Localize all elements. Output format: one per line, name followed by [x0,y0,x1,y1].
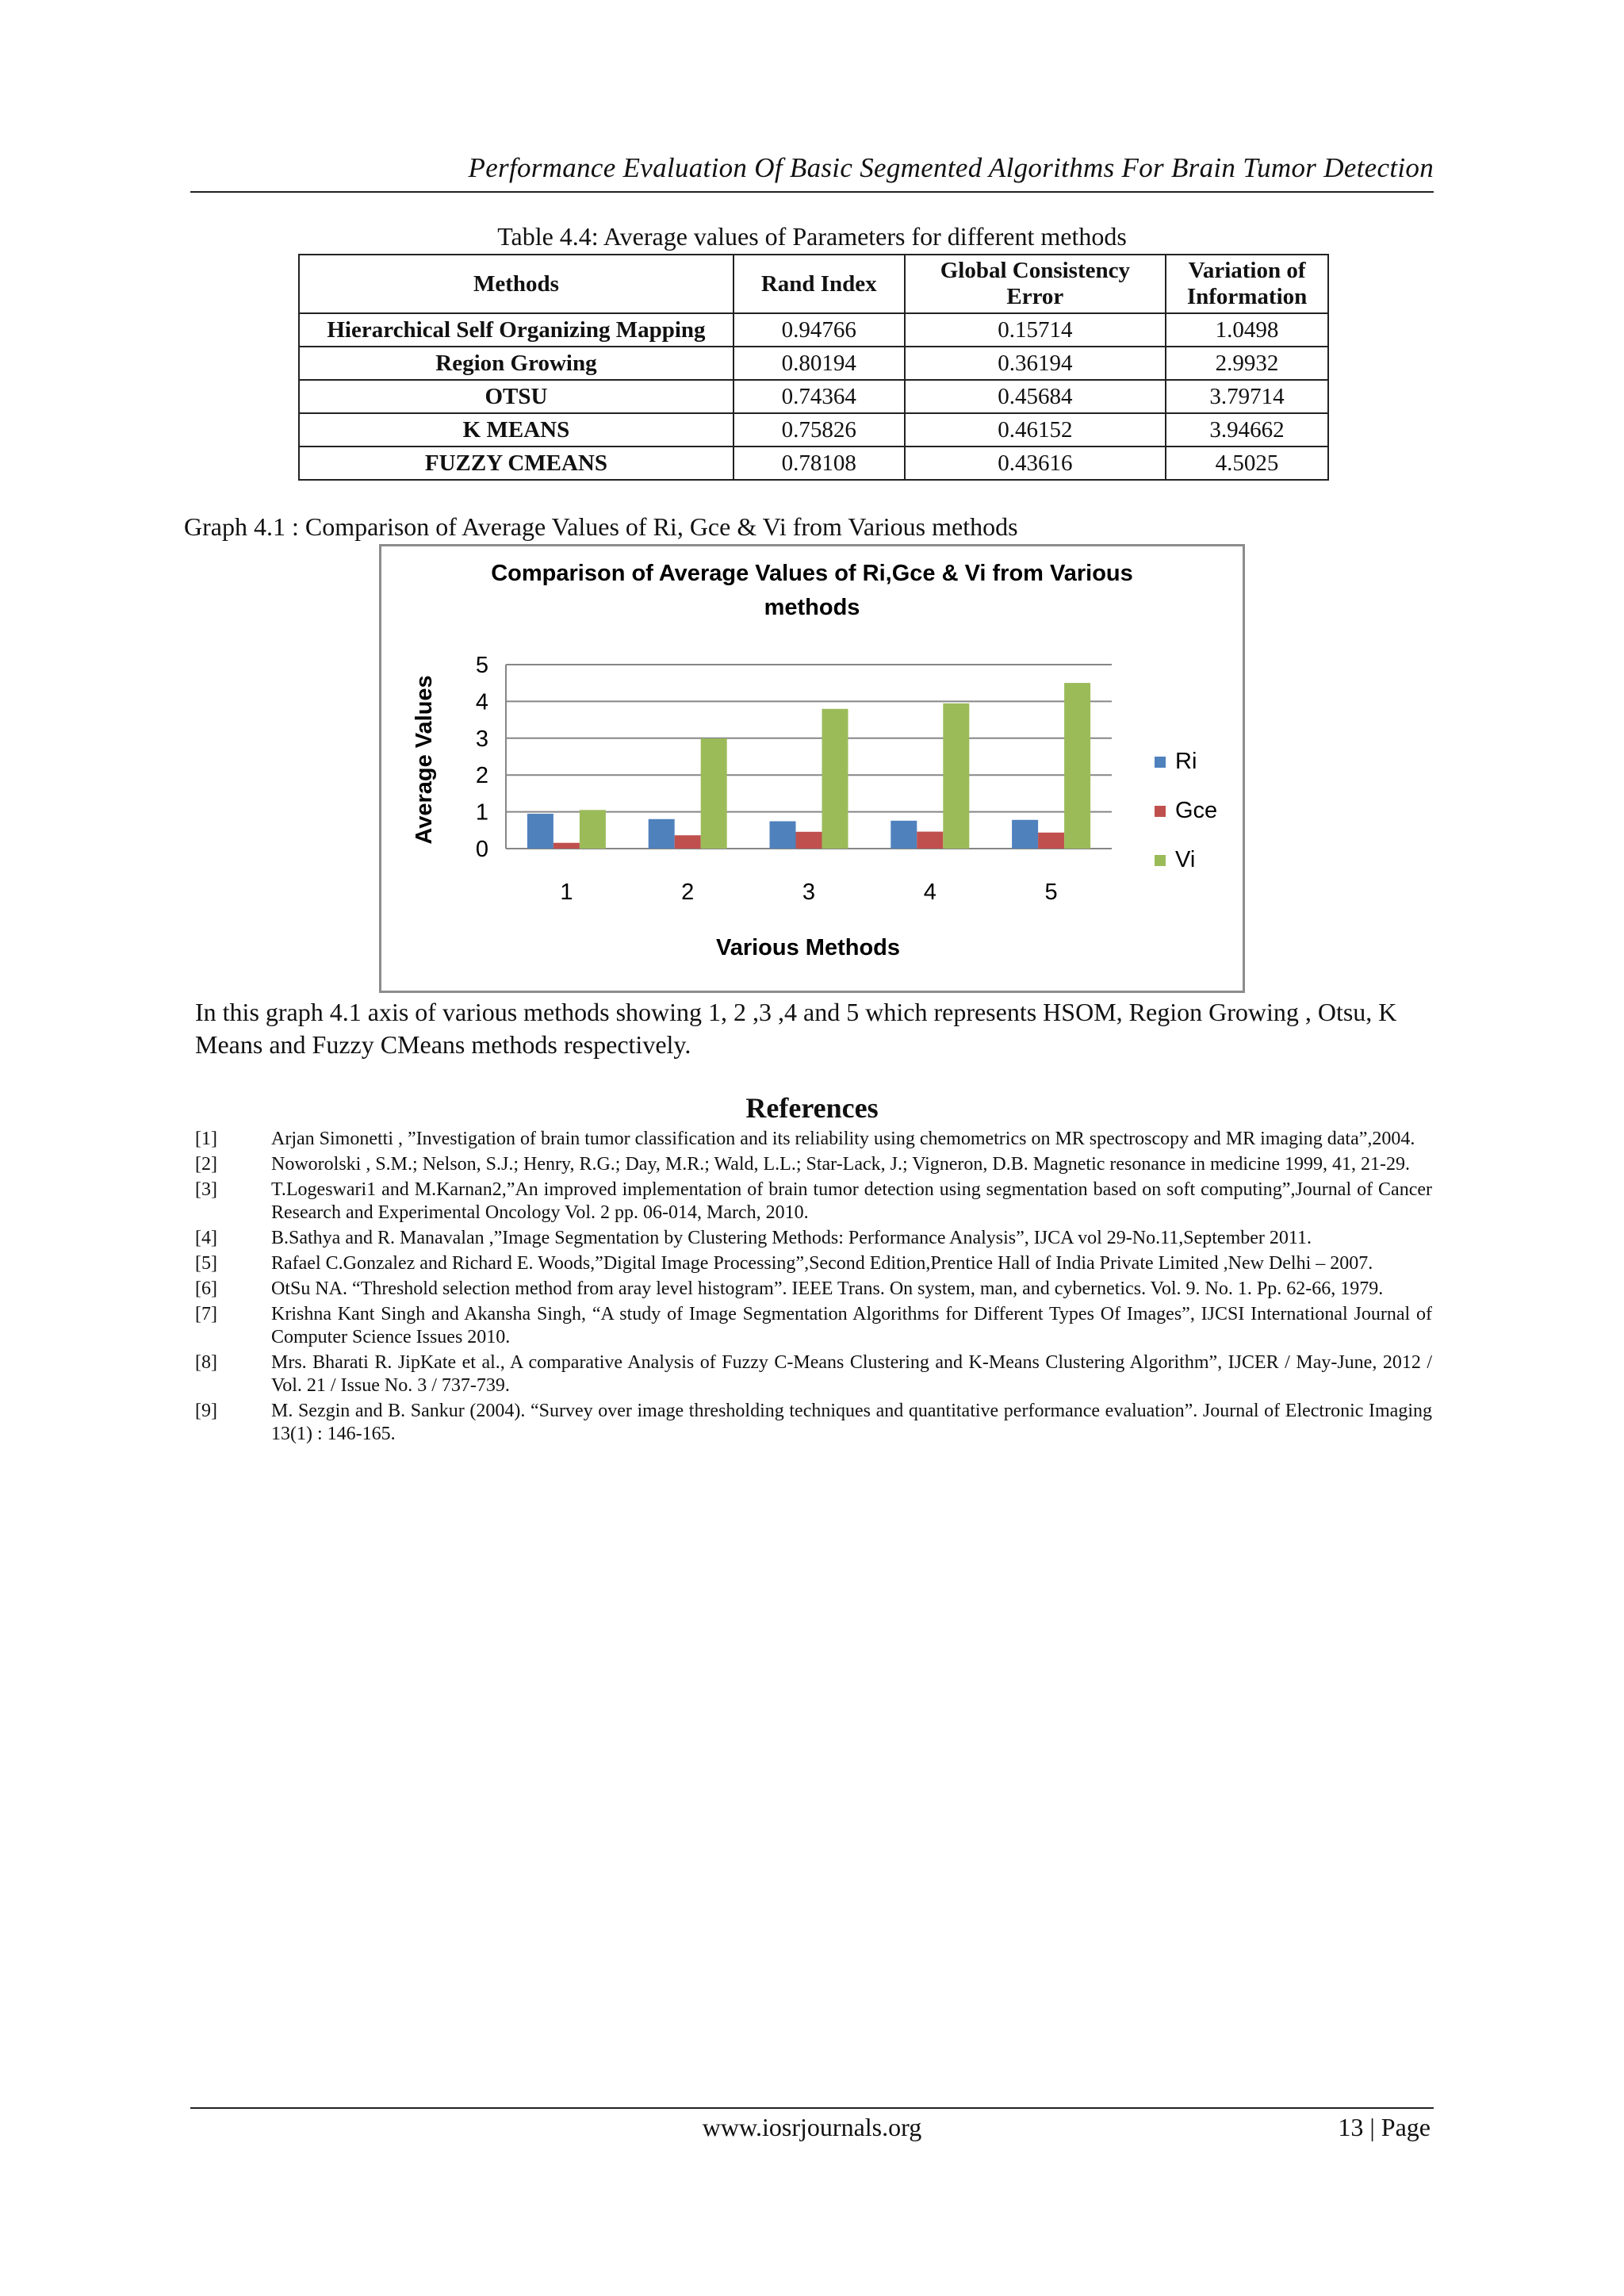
y-tick-label: 3 [475,726,488,752]
cell-rand-index: 0.94766 [733,313,905,347]
legend-swatch-gce [1155,806,1166,817]
reference-item [195,1351,1432,1397]
bar-ri [527,814,553,849]
bar-gce [675,835,701,849]
cell-rand-index: 0.78108 [733,447,905,480]
reference-text: B.Sathya and R. Manavalan ,”Image Segmentation by Clustering Methods: Performance Analysis”, IJCA vol 29-No.11,September 2011. [271,1228,1312,1248]
cell-method: FUZZY CMEANS [299,447,733,480]
reference-number: [4] [195,1228,217,1248]
reference-text: T.Logeswari1 and M.Karnan2,”An improved implementation of brain tumor detection using segmentation based on soft computing”,Journal of Cancer Research and Experimental Oncology Vol. 2 pp. 06-014, March, 2010. [271,1179,1432,1223]
col-header-methods: Methods [299,255,733,313]
cell-vi: 3.79714 [1166,380,1328,413]
cell-vi: 2.9932 [1166,347,1328,380]
legend-swatch-vi [1155,855,1166,866]
cell-gce: 0.15714 [905,313,1166,347]
reference-item [195,1153,1432,1176]
reference-number: [1] [195,1129,217,1149]
bar-chart [379,544,1245,993]
reference-text: Mrs. Bharati R. JipKate et al., A comparative Analysis of Fuzzy C-Means Clustering and K-Means Clustering Algorithm”, IJCER / May-June, 2012 / Vol. 21 / Issue No. 3 / 737-739. [271,1352,1432,1396]
x-tick-label: 4 [923,880,936,905]
cell-method: Hierarchical Self Organizing Mapping [299,313,733,347]
x-tick-label: 3 [802,880,816,905]
table-row [299,380,1328,413]
reference-text: Rafael C.Gonzalez and Richard E. Woods,”Digital Image Processing”,Second Edition,Prentice Hall of India Private Limited ,New Delhi – 2007. [271,1253,1373,1274]
reference-number: [6] [195,1278,217,1299]
chart-title-line-2: methods [764,595,860,620]
bar-ri [770,821,796,849]
reference-item [195,1278,1432,1301]
y-axis-label: Average Values [412,675,437,845]
reference-item [195,1227,1432,1250]
bar-gce [1038,833,1064,849]
col-header-rand-index: Rand Index [733,255,905,313]
legend-label: Vi [1175,847,1196,872]
cell-rand-index: 0.74364 [733,380,905,413]
bar-vi [822,709,848,849]
reference-text: OtSu NA. “Threshold selection method from aray level histogram”. IEEE Trans. On system, man, and cybernetics. Vol. 9. No. 1. Pp. 62-66, 1979. [271,1278,1384,1299]
cell-gce: 0.46152 [905,413,1166,447]
footer-rule [190,2107,1434,2109]
reference-number: [5] [195,1253,217,1274]
reference-number: [9] [195,1401,217,1421]
reference-item [195,1400,1432,1446]
header-rule [190,191,1434,193]
col-header-gce: Global Consistency Error [905,255,1166,313]
reference-text: M. Sezgin and B. Sankur (2004). “Survey over image thresholding techniques and quantitative performance evaluation”. Journal of Electronic Imaging 13(1) : 146-165. [271,1401,1432,1444]
cell-gce: 0.36194 [905,347,1166,380]
table-row [299,413,1328,447]
chart-title-line-1: Comparison of Average Values of Ri,Gce & Vi from Various [491,561,1133,586]
bar-ri [891,821,917,849]
bar-gce [796,832,822,849]
footer-page-number: 13 | Page [1338,2113,1431,2141]
x-tick-label: 2 [681,880,695,905]
bar-gce [917,832,943,849]
reference-item [195,1128,1432,1151]
cell-vi: 1.0498 [1166,313,1328,347]
bar-vi [701,738,727,849]
table-row [299,313,1328,347]
col-header-vi: Variation of Information [1166,255,1328,313]
legend-label: Gce [1175,798,1218,823]
cell-rand-index: 0.80194 [733,347,905,380]
bar-vi [943,703,969,849]
y-tick-label: 4 [475,689,488,715]
cell-gce: 0.43616 [905,447,1166,480]
reference-text: Arjan Simonetti , ”Investigation of brain tumor classification and its reliability using chemometrics on MR spectroscopy and MR imaging data”,2004. [271,1129,1415,1149]
bar-vi [580,810,606,849]
bar-ri [1012,820,1038,849]
table-header-row [299,255,1328,313]
bar-vi [1064,683,1090,849]
running-header: Performance Evaluation Of Basic Segmented Algorithms For Brain Tumor Detection [468,152,1434,183]
cell-vi: 4.5025 [1166,447,1328,480]
cell-method: K MEANS [299,413,733,447]
reference-item [195,1179,1432,1225]
cell-method: Region Growing [299,347,733,380]
reference-text: Noworolski , S.M.; Nelson, S.J.; Henry, R.G.; Day, M.R.; Wald, L.L.; Star-Lack, J.; Vigneron, D.B. Magnetic resonance in medicine 1999, 41, 21-29. [271,1154,1410,1175]
cell-method: OTSU [299,380,733,413]
references-list [195,1128,1432,1448]
cell-gce: 0.45684 [905,380,1166,413]
table-row [299,447,1328,480]
reference-number: [7] [195,1304,217,1324]
references-heading: References [745,1092,879,1124]
y-tick-label: 5 [475,653,488,678]
bar-gce [553,843,580,849]
legend-label: Ri [1175,749,1197,774]
y-tick-label: 2 [475,763,488,789]
graph-caption: Graph 4.1 : Comparison of Average Values of Ri, Gce & Vi from Various methods [184,512,1018,541]
y-tick-label: 1 [475,799,488,826]
graph-explanation: In this graph 4.1 axis of various methods showing 1, 2 ,3 ,4 and 5 which represents HSOM, Region Growing , Otsu, K Means and Fuzzy CMeans methods respectively. [195,998,1397,1059]
results-table [298,254,1329,481]
x-tick-label: 5 [1044,880,1058,905]
footer-website: www.iosrjournals.org [702,2113,922,2141]
y-tick-label: 0 [475,837,488,862]
reference-item [195,1252,1432,1275]
bar-ri [649,819,675,849]
reference-item [195,1303,1432,1349]
reference-number: [2] [195,1154,217,1175]
table-caption: Table 4.4: Average values of Parameters for different methods [497,222,1127,251]
legend-swatch-ri [1155,757,1166,768]
reference-text: Krishna Kant Singh and Akansha Singh, “A study of Image Segmentation Algorithms for Different Types Of Images”, IJCSI International Journal of Computer Science Issues 2010. [271,1304,1432,1347]
cell-vi: 3.94662 [1166,413,1328,447]
x-axis-label: Various Methods [715,935,901,960]
reference-number: [3] [195,1179,217,1200]
table-row [299,347,1328,380]
reference-number: [8] [195,1352,217,1373]
x-tick-label: 1 [560,880,573,905]
cell-rand-index: 0.75826 [733,413,905,447]
